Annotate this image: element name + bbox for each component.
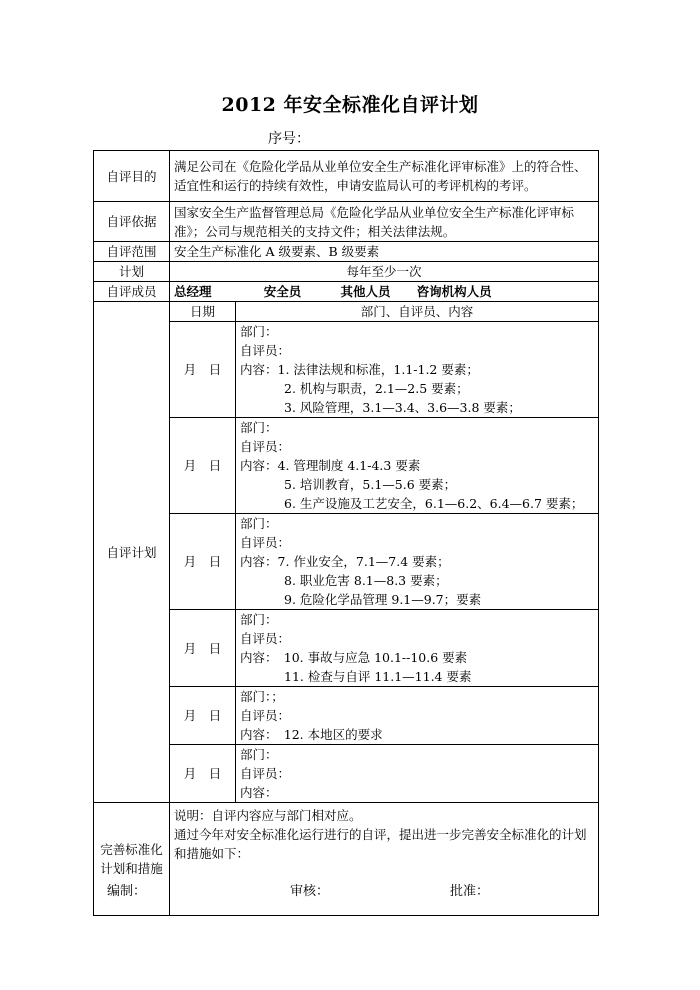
member-other-staff: 其他人员 xyxy=(340,284,391,299)
plan-row-5-item-1: 内容： 12. 本地区的要求 xyxy=(240,727,383,742)
plan-row-2-content xyxy=(236,418,599,514)
plan-row-1-item-3: 3. 风险管理，3.1—3.4、3.6—3.8 要素； xyxy=(284,400,521,415)
plan-row-2-assessor: 自评员： xyxy=(240,439,291,454)
plan-label: 自评计划 xyxy=(94,302,170,803)
plan-row-3-item-3: 9. 危险化学品管理 9.1—9.7；要素 xyxy=(284,592,482,607)
plan-row-2-dept: 部门： xyxy=(240,420,278,435)
members-label: 自评成员 xyxy=(94,282,170,302)
plan-row-3 xyxy=(94,514,599,610)
date-header: 日期 xyxy=(170,302,236,322)
page-title: 2012 年安全标准化自评计划 xyxy=(221,94,479,116)
plan-row-2-item-2: 5. 培训教育，5.1—5.6 要素； xyxy=(284,477,457,492)
plan-row-1-content xyxy=(236,322,599,418)
plan-row-3-dept: 部门： xyxy=(240,516,278,531)
plan-row-4-dept: 部门： xyxy=(240,612,278,627)
plan-row-5-content xyxy=(236,687,599,745)
plan-row-6-assessor: 自评员： xyxy=(240,766,291,781)
plan-row-3-content xyxy=(236,514,599,610)
plan-row-6-dept: 部门： xyxy=(240,747,278,762)
plan-row-1-item-1: 内容：1. 法律法规和标准，1.1-1.2 要素； xyxy=(240,362,479,377)
plan-row-4-content xyxy=(236,610,599,687)
plan-row-5-assessor: 自评员： xyxy=(240,708,291,723)
footer-review: 审核： xyxy=(290,884,330,899)
plan-row-2-item-1: 内容：4. 管理制度 4.1-4.3 要素 xyxy=(240,458,421,473)
plan-header-row xyxy=(94,302,599,322)
plan-row-1-item-2: 2. 机构与职责，2.1—2.5 要素； xyxy=(284,381,469,396)
scope-row xyxy=(94,242,599,262)
footer-compile: 编制： xyxy=(107,884,147,899)
scope-label: 自评范围 xyxy=(94,242,170,262)
content-header: 部门、自评员、内容 xyxy=(236,302,599,322)
serial-number-label: 序号： xyxy=(268,131,310,147)
self-assessment-plan-table xyxy=(93,150,599,916)
improve-text: 通过今年对安全标准化运行进行的自评，提出进一步完善安全标准化的计划和措施如下： xyxy=(174,827,587,861)
schedule-row xyxy=(94,262,599,282)
plan-row-4 xyxy=(94,610,599,687)
basis-label: 自评依据 xyxy=(94,202,170,242)
footer-approve: 批准： xyxy=(450,884,490,899)
plan-row-6 xyxy=(94,745,599,803)
plan-row-5 xyxy=(94,687,599,745)
plan-row-3-assessor: 自评员： xyxy=(240,535,291,550)
plan-row-6-content-label: 内容： xyxy=(240,785,278,800)
purpose-row xyxy=(94,151,599,202)
plan-row-2-item-3: 6. 生产设施及工艺安全，6.1—6.2、6.4—6.7 要素； xyxy=(284,496,584,511)
plan-row-6-date: 月 日 xyxy=(170,745,236,803)
improve-content xyxy=(170,803,599,916)
member-safety-officer: 安全员 xyxy=(263,284,302,299)
member-general-manager: 总经理 xyxy=(174,284,212,299)
plan-row-1 xyxy=(94,322,599,418)
plan-row-1-assessor: 自评员： xyxy=(240,343,291,358)
plan-row-6-content xyxy=(236,745,599,803)
plan-row-3-date: 月 日 xyxy=(170,514,236,610)
plan-row-1-dept: 部门： xyxy=(240,324,278,339)
purpose-label: 自评目的 xyxy=(94,151,170,202)
purpose-text: 满足公司在《危险化学品从业单位安全生产标准化评审标准》上的符合性、适宜性和运行的持续有效性，申请安监局认可的考评机构的考评。 xyxy=(170,151,599,202)
basis-text: 国家安全生产监督管理总局《危险化学品从业单位安全生产标准化评审标准》；公司与规范相关的支持文件；相关法律法规。 xyxy=(170,202,599,242)
schedule-text: 每年至少一次 xyxy=(170,262,599,282)
members-row xyxy=(94,282,599,302)
basis-row xyxy=(94,202,599,242)
plan-row-5-date: 月 日 xyxy=(170,687,236,745)
plan-row-2 xyxy=(94,418,599,514)
plan-row-1-date: 月 日 xyxy=(170,322,236,418)
schedule-label: 计划 xyxy=(94,262,170,282)
improve-row xyxy=(94,803,599,916)
plan-row-4-date: 月 日 xyxy=(170,610,236,687)
improve-note: 说明：自评内容应与部门相对应。 xyxy=(174,808,362,823)
plan-row-4-assessor: 自评员： xyxy=(240,631,291,646)
members-list xyxy=(170,282,599,302)
plan-row-3-item-2: 8. 职业危害 8.1—8.3 要素； xyxy=(284,573,448,588)
plan-row-3-item-1: 内容：7. 作业安全，7.1—7.4 要素； xyxy=(240,554,450,569)
scope-text: 安全生产标准化 A 级要素、B 级要素 xyxy=(170,242,599,262)
member-consultant: 咨询机构人员 xyxy=(416,284,492,299)
improve-label: 完善标准化计划和措施 xyxy=(94,803,170,916)
plan-row-4-item-1: 内容： 10. 事故与应急 10.1--10.6 要素 xyxy=(240,650,468,665)
plan-row-2-date: 月 日 xyxy=(170,418,236,514)
plan-row-4-item-2: 11. 检查与自评 11.1—11.4 要素 xyxy=(284,669,472,684)
plan-row-5-dept: 部门：； xyxy=(240,689,284,704)
